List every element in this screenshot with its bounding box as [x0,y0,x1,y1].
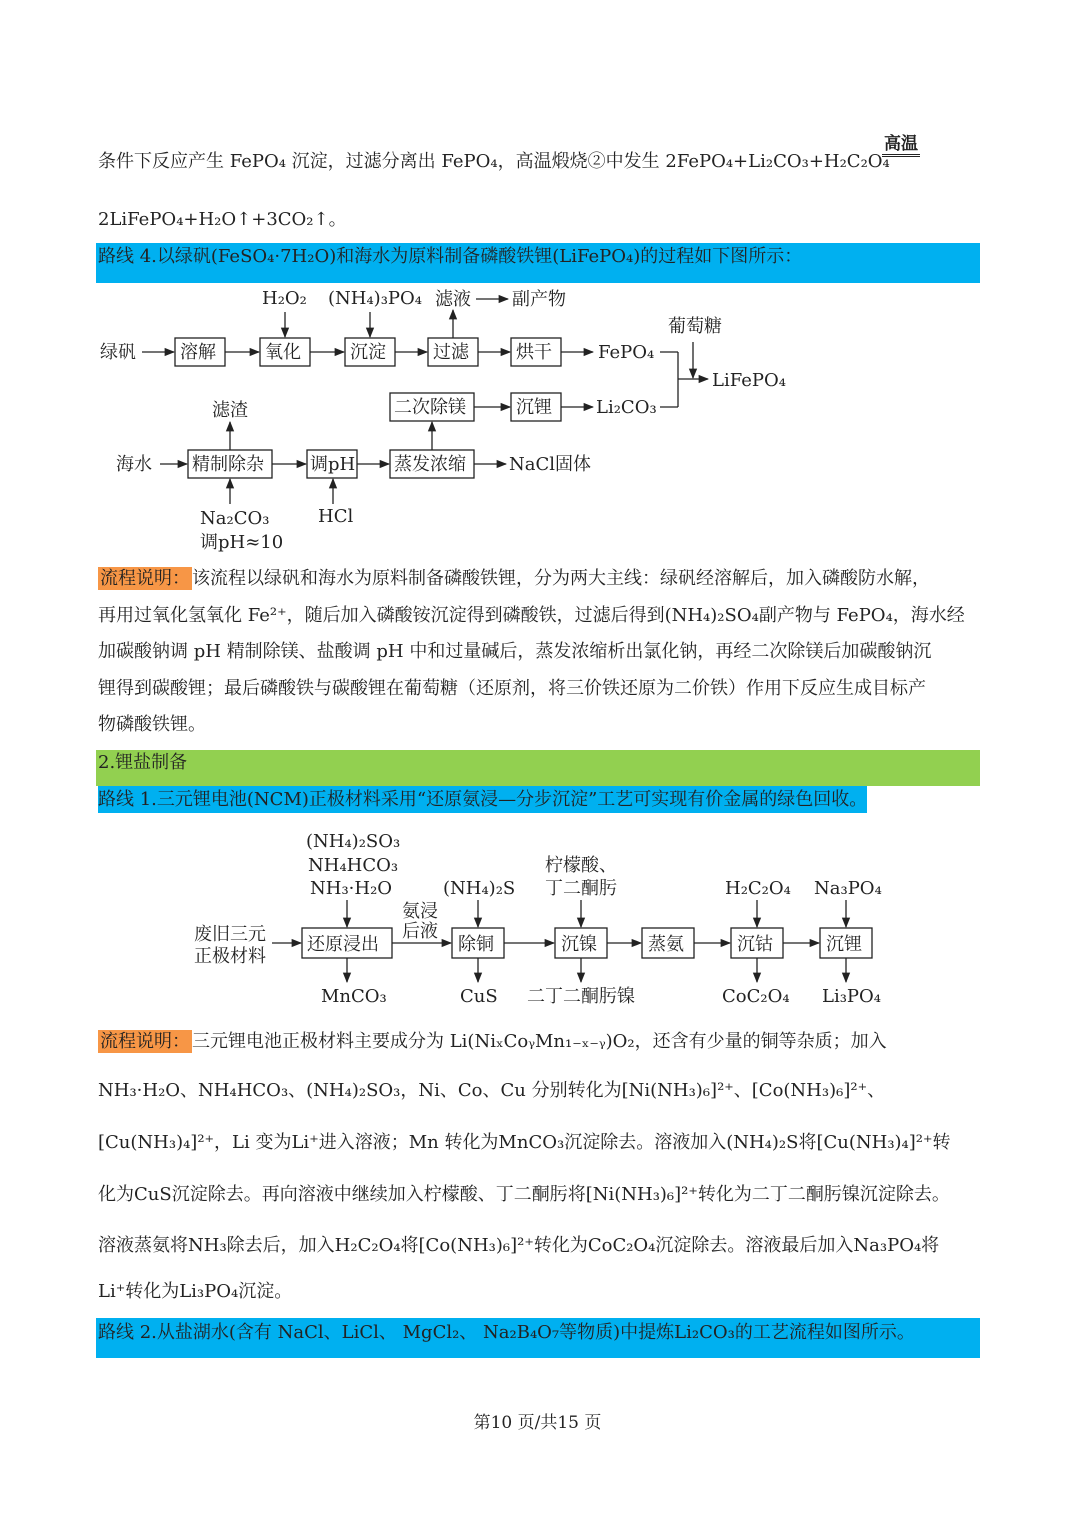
ncm-note-line-1: 流程说明： 三元锂电池正极材料主要成分为 Li(NiₓCoᵧMn₁₋ₓ₋ᵧ)O₂，还含有少量的铜等杂质；加入 [100,1031,887,1052]
node-residue: 滤渣 [212,400,248,421]
node-precip-li: 沉锂 [516,397,552,418]
ncm-reagent-nh42s: (NH₄)₂S [443,878,516,899]
ncm-product-li3po4: Li₃PO₄ [822,986,882,1007]
node-refine: 精制除杂 [192,454,264,475]
node-li2co3: Li₂CO₃ [596,397,657,418]
ncm-note-line-3: [Cu(NH₃)₄]²⁺，Li 变为Li⁺进入溶液；Mn 转化为MnCO₃沉淀除去。溶液加入(NH₄)₂S将[Cu(NH₃)₄]²⁺转 [98,1132,951,1153]
ncm-waste-1: 废旧三元 [194,924,266,945]
node-precipitate: 沉淀 [350,342,386,363]
reagent-nh43po4: (NH₄)₃PO₄ [328,288,423,309]
ncm-node-leach: 还原浸出 [307,934,379,955]
ncm-note-line-4: 化为CuS沉淀除去。再向溶液中继续加入柠檬酸、丁二酮肟将[Ni(NH₃)₆]²⁺转化为二丁二酮肟镍沉淀除去。 [98,1184,950,1205]
ncm-note-line-6: Li⁺转化为Li₃PO₄沉淀。 [98,1281,293,1302]
ncm-node-remove-cu: 除铜 [458,934,494,955]
ncm-reagent-3: NH₃·H₂O [310,878,393,899]
ncm-ammonia-2: 后液 [402,921,438,942]
node-secondary-mg: 二次除镁 [394,397,466,418]
ncm-note-line-2: NH₃·H₂O、NH₄HCO₃、(NH₄)₂SO₃，Ni、Co、Cu 分别转化为[Ni(NH₃)₆]²⁺、[Co(NH₃)₆]²⁺、 [98,1080,886,1101]
node-evaporate: 蒸发浓缩 [394,454,466,475]
section2-heading-bar [96,750,980,786]
node-byproduct: 副产物 [512,289,566,310]
page-footer: 第10 页/共15 页 [473,1413,602,1433]
ncm-reagent-citric: 柠檬酸、 [545,855,617,876]
node-filter: 过滤 [433,342,469,363]
section2-heading: 2.锂盐制备 [98,752,188,773]
ncm-node-distill: 蒸氨 [648,934,684,955]
top-line-1-text: 条件下反应产生 FePO₄ 沉淀，过滤分离出 FePO₄，高温煅烧②中发生 2FePO₄+Li₂CO₃+H₂C₂O₄ [98,151,890,172]
ncm-reagent-h2c2o4: H₂C₂O₄ [725,878,791,899]
ncm-node-precip-li: 沉锂 [826,934,862,955]
route4-flow-diagram [0,280,1075,570]
reagent-glucose: 葡萄糖 [668,316,722,337]
ncm-note-line-5: 溶液蒸氨将NH₃除去后，加入H₂C₂O₄将[Co(NH₃)₆]²⁺转化为CoC₂O₄沉淀除去。溶液最后加入Na₃PO₄将 [98,1235,940,1256]
node-dissolve: 溶解 [180,342,216,363]
route4-note-line-3: 加碳酸钠调 pH 精制除镁、盐酸调 pH 中和过量碱后，蒸发浓缩析出氯化钠，再经二次除镁后加碳酸钠沉 [98,641,932,662]
ncm-node-precip-co: 沉钴 [737,934,773,955]
ncm-product-cus: CuS [460,986,498,1007]
ncm-note-label: 流程说明： [100,1031,190,1052]
node-filtrate: 滤液 [435,289,471,310]
top-line-1 [98,150,890,174]
reagent-ph10: 调pH≈10 [200,532,284,553]
ncm-reagent-dmg: 丁二酮肟 [545,878,617,899]
ncm-product-ni-dmg: 二丁二酮肟镍 [527,986,635,1007]
top-line-2: 2LiFePO₄+H₂O↑+3CO₂↑。 [98,209,347,230]
ncm-reagent-1: (NH₄)₂SO₃ [306,831,401,852]
ncm-reagent-2: NH₄HCO₃ [308,855,399,876]
route4-note-line-5: 物磷酸铁锂。 [98,714,206,735]
node-oxidize: 氧化 [265,342,301,363]
reagent-na2co3: Na₂CO₃ [200,508,270,529]
reagent-hcl: HCl [318,506,354,527]
node-dry: 烘干 [516,342,552,363]
node-green-vitriol: 绿矾 [100,342,136,363]
ncm-reagent-na3po4: Na₃PO₄ [814,878,882,899]
node-fepo4: FePO₄ [598,342,655,363]
reagent-h2o2: H₂O₂ [262,288,307,309]
high-temp-condition: 高温 [882,134,920,157]
ncm-product-mnco3: MnCO₃ [321,986,387,1007]
node-seawater: 海水 [116,454,152,475]
ncm-product-coc2o4: CoC₂O₄ [722,986,790,1007]
ncm-ammonia-1: 氨浸 [402,901,438,922]
ncm-node-precip-ni: 沉镍 [561,934,597,955]
route4-note-label: 流程说明： [100,568,190,589]
route1-heading: 路线 1.三元锂电池(NCM)正极材料采用“还原氨浸—分步沉淀”工艺可实现有价金属的绿色回收。 [98,788,867,812]
ncm-waste-2: 正极材料 [194,946,266,967]
ncm-flow-diagram [0,822,1075,1022]
route4-heading: 路线 4.以绿矾(FeSO₄·7H₂O)和海水为原料制备磷酸铁锂(LiFePO₄)的过程如下图所示： [98,246,803,267]
node-adjust-ph: 调pH [310,454,356,475]
route4-note-line-1: 流程说明： 该流程以绿矾和海水为原料制备磷酸铁锂，分为两大主线：绿矾经溶解后，加入磷酸防水解， [100,568,930,589]
route2-heading: 路线 2.从盐湖水(含有 NaCl、LiCl、 MgCl₂、 Na₂B₄O₇等物质)中提炼Li₂CO₃的工艺流程如图所示。 [98,1322,915,1343]
node-nacl: NaCl固体 [509,454,592,475]
route4-note-line-4: 锂得到碳酸锂；最后磷酸铁与碳酸锂在葡萄糖（还原剂，将三价铁还原为二价铁）作用下反应生成目标产 [98,678,926,699]
route4-note-line-2: 再用过氧化氢氧化 Fe²⁺，随后加入磷酸铵沉淀得到磷酸铁，过滤后得到(NH₄)₂SO₄副产物与 FePO₄，海水经 [98,605,965,626]
node-lifepo4: LiFePO₄ [712,370,786,391]
